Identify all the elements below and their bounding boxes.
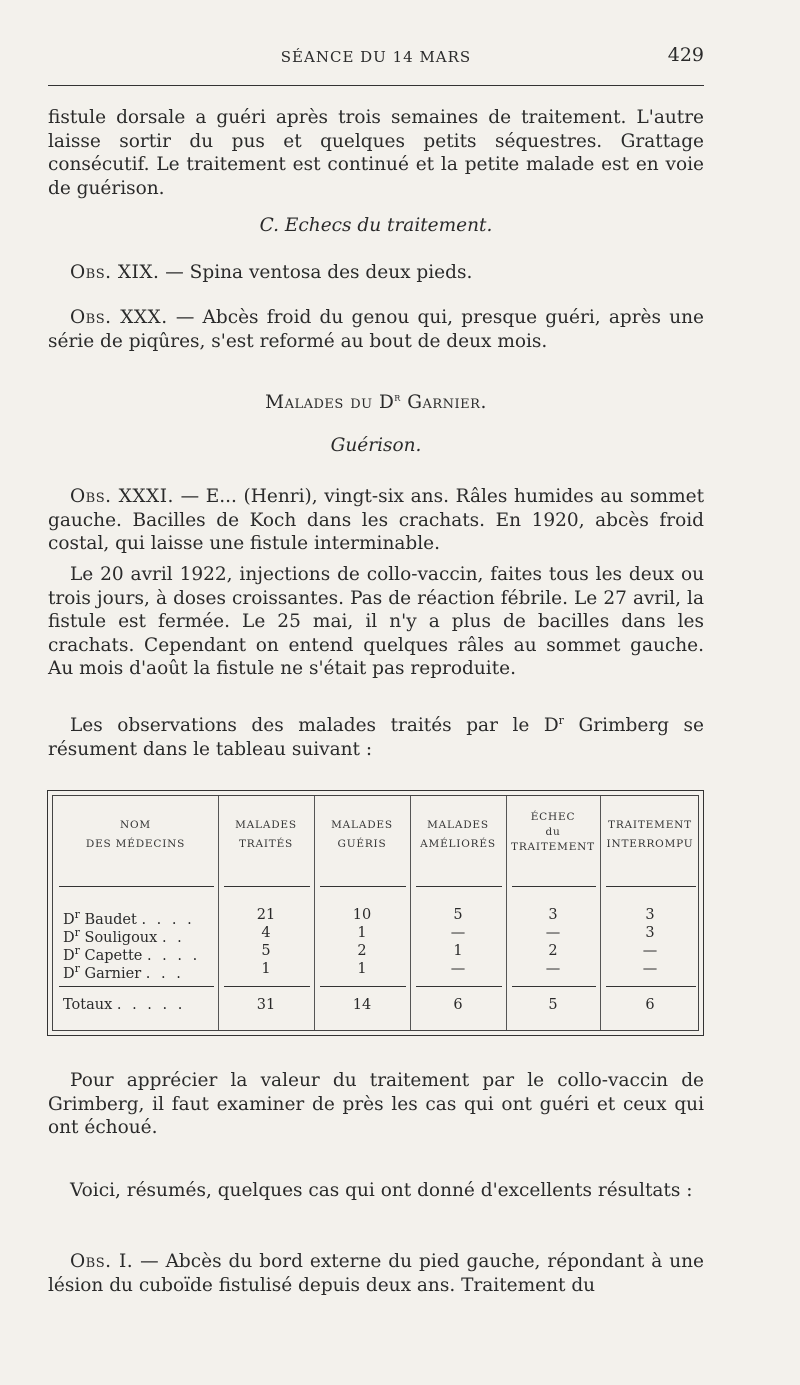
obs-1 <box>48 1250 704 1297</box>
header-ameliores-l2: AMÉLIORÉS <box>420 838 496 850</box>
results-table-inner <box>52 795 699 1031</box>
header-echec-l1: ÉCHEC <box>530 811 576 823</box>
header-traites <box>218 816 314 854</box>
heading-malades-garnier <box>48 386 704 415</box>
section-heading-echecs: C. Echecs du traitement. <box>259 215 493 236</box>
total-rule <box>320 986 406 987</box>
obs-31-text: — E... (Henri), vingt-six ans. Râles humides au sommet gauche. Bacilles de Koch dans les crachats. En 1920, abcès froid costal, qui laisse une fistule interminable. <box>48 486 704 554</box>
obs-30-text: — Abcès froid du genou qui, presque guéri, après une série de piqûres, s'est reformé au bout de deux mois. <box>48 307 704 352</box>
table-row <box>53 924 698 946</box>
total-traites: 31 <box>256 997 276 1013</box>
cell-gueris: 10 <box>352 907 372 923</box>
header-interrompu <box>600 816 700 854</box>
leader-dots: . . . . <box>141 911 195 928</box>
title-sup: r <box>74 944 80 957</box>
total-rule <box>224 986 310 987</box>
cell-interrompu: — <box>642 943 658 959</box>
header-gueris-l2: GUÉRIS <box>337 838 387 850</box>
doctor-name <box>63 960 184 983</box>
header-gueris-l1: MALADES <box>331 819 393 831</box>
cell-ameliores: — <box>450 925 466 941</box>
obs-30-label: Obs. XXX. <box>70 307 168 328</box>
total-gueris: 14 <box>352 997 372 1013</box>
cell-traites: 1 <box>261 961 271 977</box>
intro-pre: Les observations des malades traités par le D <box>70 715 559 737</box>
obs-31 <box>48 485 704 556</box>
header-echec-l2: du <box>545 826 561 838</box>
cell-interrompu: 3 <box>645 925 655 941</box>
total-ameliores: 6 <box>453 997 463 1013</box>
table-row <box>53 960 698 982</box>
cell-ameliores: 1 <box>453 943 463 959</box>
cell-echec: 3 <box>548 907 558 923</box>
total-label <box>63 996 185 1014</box>
header-ameliores <box>410 816 506 854</box>
name: Capette <box>79 947 143 964</box>
title-sup: r <box>74 908 80 921</box>
title: D <box>63 929 75 946</box>
obs-1-text: — Abcès du bord externe du pied gauche, répondant à une lésion du cuboïde fistulisé depuis deux ans. Traitement du <box>48 1251 704 1296</box>
obs-1-label: Obs. I. <box>70 1251 134 1272</box>
header-underline <box>224 886 310 887</box>
paragraph-apprecier: Pour apprécier la valeur du traitement par le collo-vaccin de Grimberg, il faut examiner de près les cas qui ont guéri et ceux qui ont échoué. <box>48 1070 704 1138</box>
cell-gueris: 1 <box>357 961 367 977</box>
total-rule <box>59 986 214 987</box>
cell-echec: — <box>545 961 561 977</box>
table-row-total <box>53 996 698 1014</box>
header-underline <box>59 886 214 887</box>
cell-traites: 21 <box>256 907 276 923</box>
total-rule <box>512 986 596 987</box>
title: D <box>63 947 75 964</box>
title: D <box>63 965 75 982</box>
paragraph-obs-31-continued: Le 20 avril 1922, injections de collo-vaccin, faites tous les deux ou trois jours, à doses croissantes. Pas de réaction fébrile. Le 27 avril, la fistule est fermée. Le 25 mai, il n'y a plus de bacilles dans les crachats. Cependant on entend quelques râles au sommet gauche. Au mois d'août la fistule ne s'était pas reproduite. <box>48 564 704 679</box>
header-nom-l2: DES MÉDECINS <box>85 838 186 850</box>
header-rule <box>48 85 704 86</box>
heading-malades-post: Garnier. <box>400 392 487 414</box>
cell-traites: 5 <box>261 943 271 959</box>
header-ameliores-l1: MALADES <box>427 819 489 831</box>
header-underline <box>512 886 596 887</box>
intro-post: Grimberg se résument dans le tableau suivant : <box>48 715 704 760</box>
heading-guerison: Guérison. <box>330 435 422 456</box>
total-label-text: Totaux <box>63 997 113 1013</box>
leader-dots: . . . . . <box>116 997 186 1013</box>
obs-30 <box>48 306 704 353</box>
header-nom <box>53 816 218 854</box>
name: Souligoux <box>79 929 158 946</box>
total-rule <box>416 986 502 987</box>
cell-interrompu: 3 <box>645 907 655 923</box>
obs-19-text: — Spina ventosa des deux pieds. <box>159 262 473 283</box>
header-interrompu-l1: TRAITEMENT <box>608 819 692 831</box>
total-interrompu: 6 <box>645 997 655 1013</box>
title: D <box>63 911 75 928</box>
header-gueris <box>314 816 410 854</box>
table-row <box>53 942 698 964</box>
results-table <box>47 790 704 1036</box>
page-header <box>48 44 704 74</box>
cell-ameliores: 5 <box>453 907 463 923</box>
header-echec <box>506 810 600 855</box>
header-interrompu-l2: INTERROMPU <box>606 838 694 850</box>
running-head: SÉANCE DU 14 MARS <box>280 48 472 66</box>
cell-gueris: 1 <box>357 925 367 941</box>
leader-dots: . . . . <box>146 947 201 964</box>
header-traites-l1: MALADES <box>235 819 297 831</box>
paragraph-voici: Voici, résumés, quelques cas qui ont donné d'excellents résultats : <box>70 1180 693 1201</box>
name: Baudet <box>79 911 137 928</box>
cell-echec: 2 <box>548 943 558 959</box>
title-sup: r <box>74 962 80 975</box>
obs-19 <box>48 261 704 285</box>
paragraph-fistule: fistule dorsale a guéri après trois semaines de traitement. L'autre laisse sortir du pus et quelques petits séquestres. Grattage consécutif. Le traitement est continué et la petite malade est en voie de guérison. <box>48 107 704 199</box>
cell-traites: 4 <box>261 925 271 941</box>
header-echec-l3: TRAITEMENT <box>511 841 595 853</box>
heading-malades-pre: Malades du D <box>265 392 395 414</box>
obs-31-label: Obs. XXXI. <box>70 486 174 507</box>
leader-dots: . . . <box>145 965 184 982</box>
total-rule <box>606 986 696 987</box>
intro-sup: r <box>558 714 564 727</box>
cell-gueris: 2 <box>357 943 367 959</box>
paragraph-observations-intro <box>48 709 704 761</box>
header-underline <box>320 886 406 887</box>
title-sup: r <box>74 926 80 939</box>
name: Garnier <box>79 965 142 982</box>
total-echec: 5 <box>548 997 558 1013</box>
cell-interrompu: — <box>642 961 658 977</box>
obs-19-label: Obs. XIX. <box>70 262 160 283</box>
page-number: 429 <box>667 44 704 66</box>
header-nom-l1: NOM <box>120 819 151 831</box>
table-row <box>53 906 698 928</box>
header-underline <box>416 886 502 887</box>
cell-ameliores: — <box>450 961 466 977</box>
header-underline <box>606 886 696 887</box>
cell-echec: — <box>545 925 561 941</box>
header-traites-l2: TRAITÉS <box>238 838 294 850</box>
leader-dots: . . <box>161 929 185 946</box>
heading-malades-sup: r <box>394 391 401 404</box>
